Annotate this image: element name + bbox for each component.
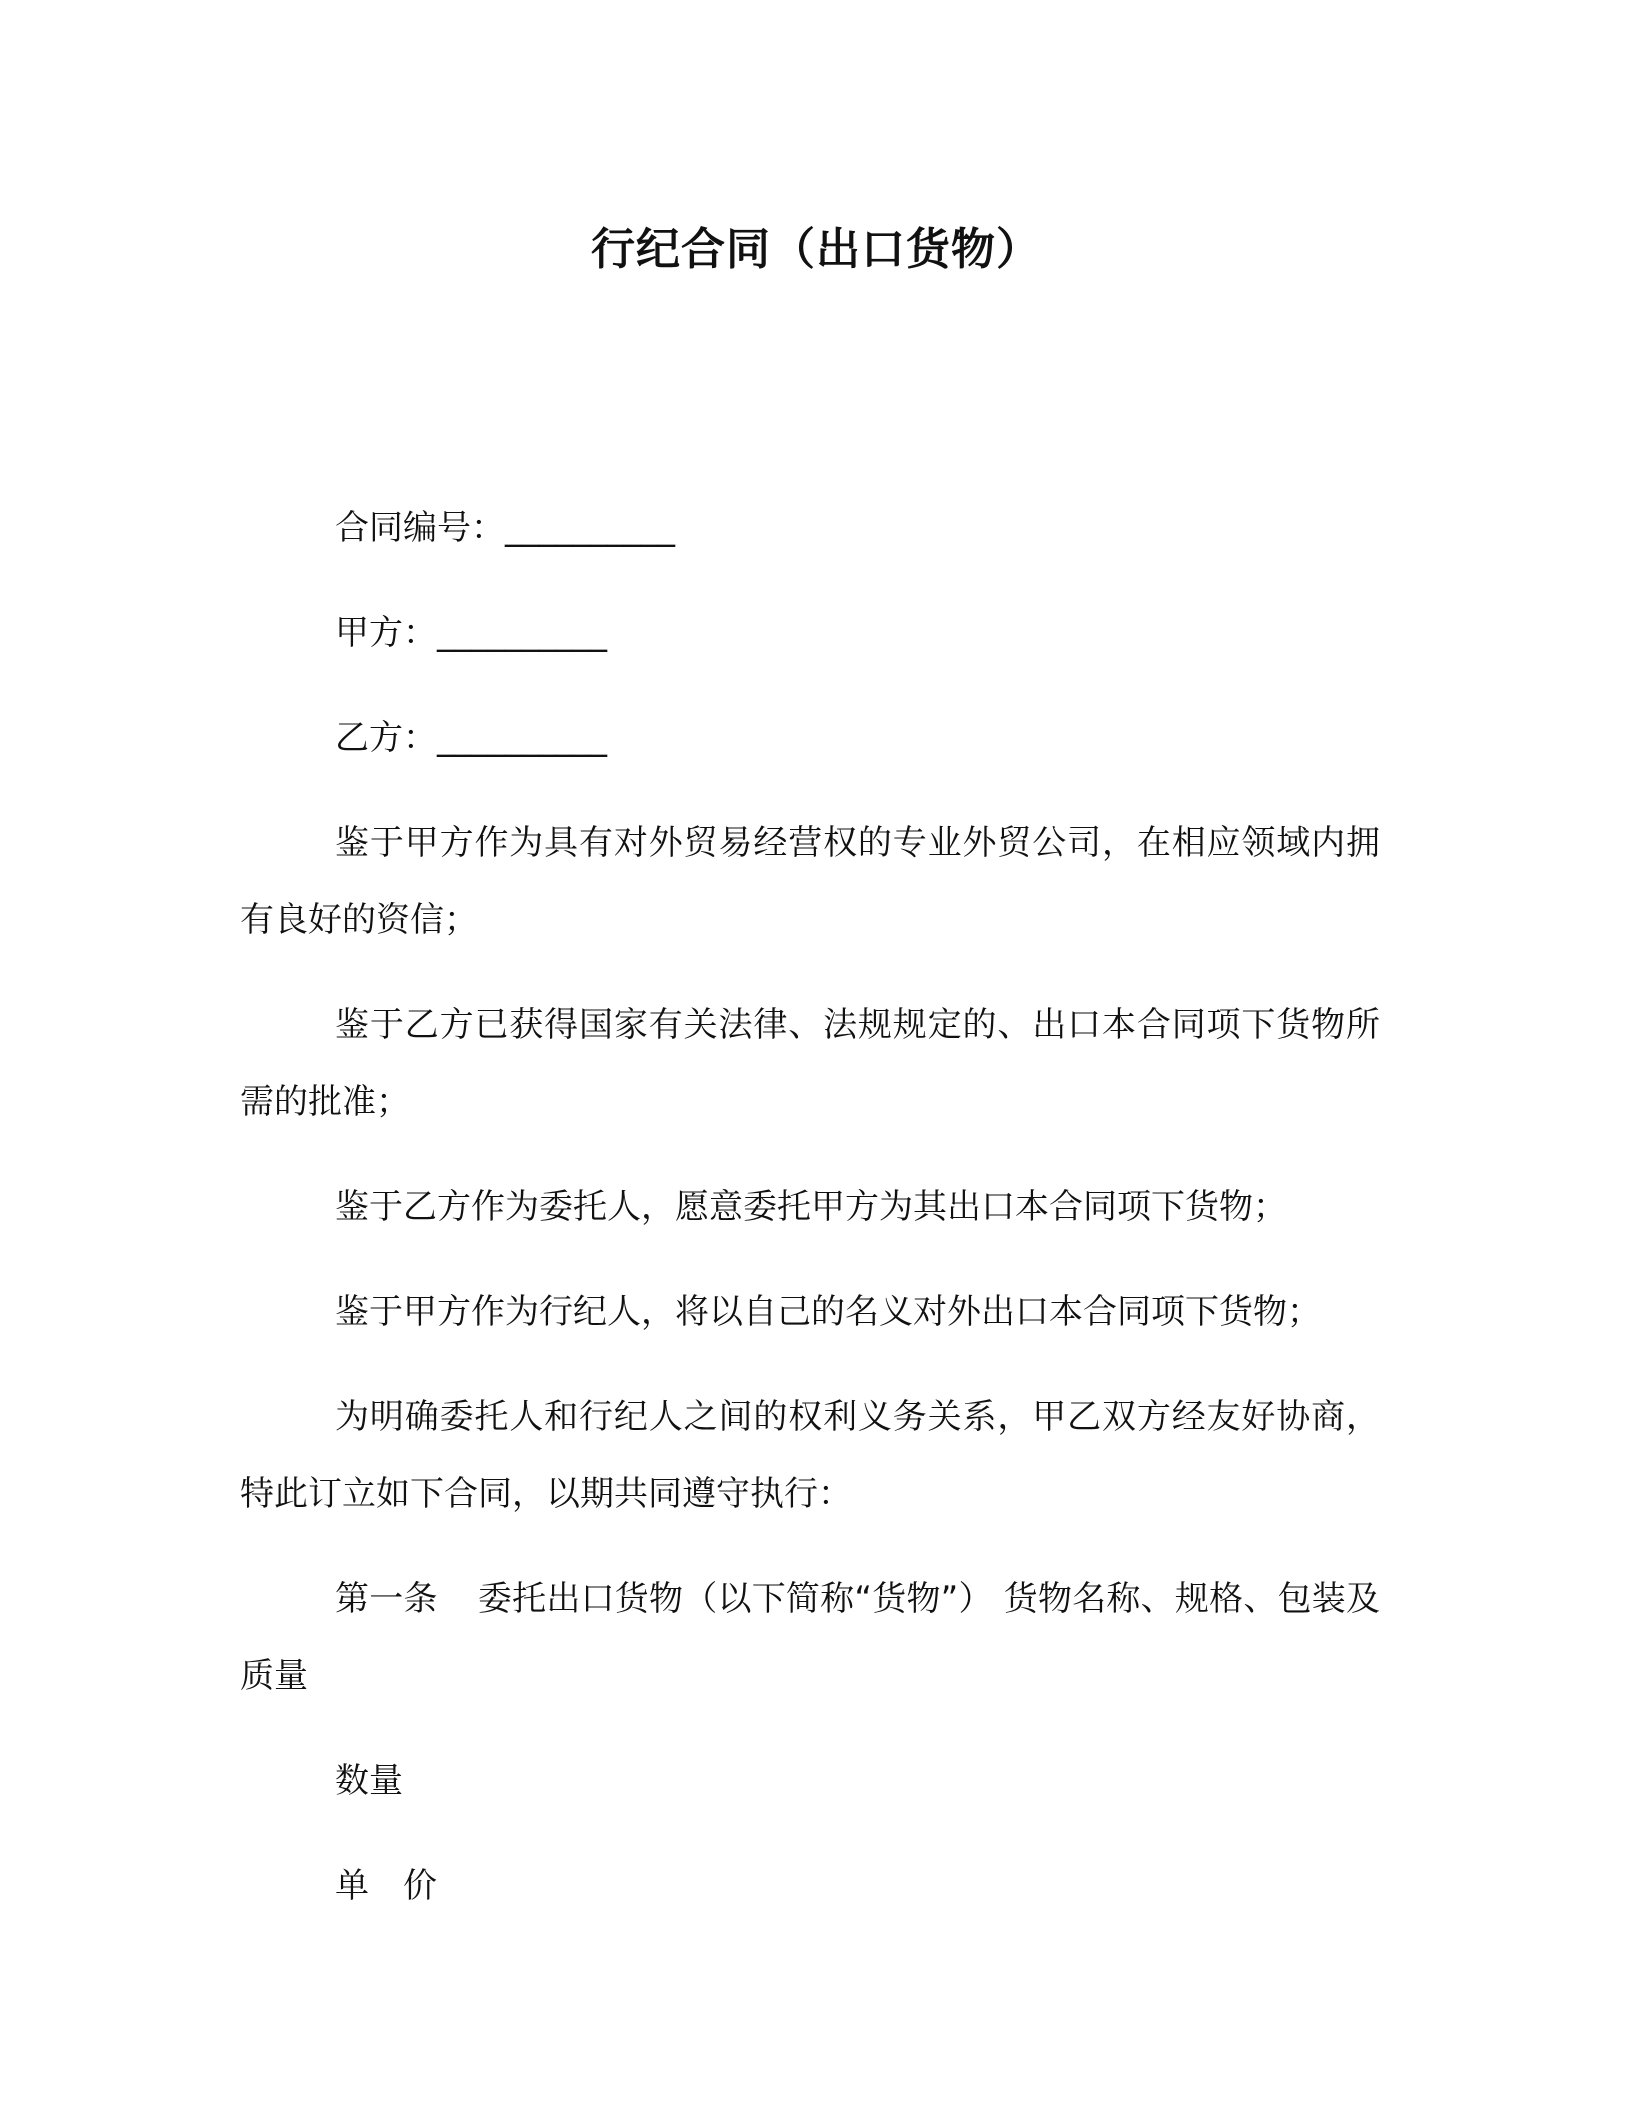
purpose-paragraph: 为明确委托人和行纪人之间的权利义务关系，甲乙双方经友好协商，特此订立如下合同，以期共同遵守执行： [240, 1397, 1380, 1514]
article-one-text: 委托出口货物（以下简称“货物”） 货物名称、规格、包装及质量 [240, 1579, 1381, 1696]
party-b-label: 乙方： [335, 718, 437, 758]
quantity-item: 数量 [335, 1761, 403, 1801]
party-a-line [240, 595, 1380, 672]
party-a-blank: __________ [437, 613, 607, 653]
document-title: 行纪合同（出口货物） [591, 224, 1041, 275]
party-b-line [240, 700, 1380, 777]
document-body [240, 490, 1380, 1953]
whereas-paragraph-3: 鉴于乙方作为委托人，愿意委托甲方为其出口本合同项下货物； [335, 1187, 1287, 1227]
contract-number-blank: __________ [505, 508, 675, 548]
article-one-number: 第一条 [335, 1579, 438, 1619]
whereas-paragraph-2: 鉴于乙方已获得国家有关法律、法规规定的、出口本合同项下货物所需的批准； [240, 1005, 1380, 1122]
whereas-paragraph-1: 鉴于甲方作为具有对外贸易经营权的专业外贸公司，在相应领域内拥有良好的资信； [240, 823, 1380, 940]
whereas-paragraph-4: 鉴于甲方作为行纪人，将以自己的名义对外出口本合同项下货物； [335, 1292, 1321, 1332]
contract-number-label: 合同编号： [335, 508, 505, 548]
article-one [240, 1561, 1380, 1715]
unit-price-item: 单 价 [335, 1866, 437, 1906]
contract-number-line [240, 490, 1380, 567]
party-b-blank: __________ [437, 718, 607, 758]
party-a-label: 甲方： [335, 613, 437, 653]
